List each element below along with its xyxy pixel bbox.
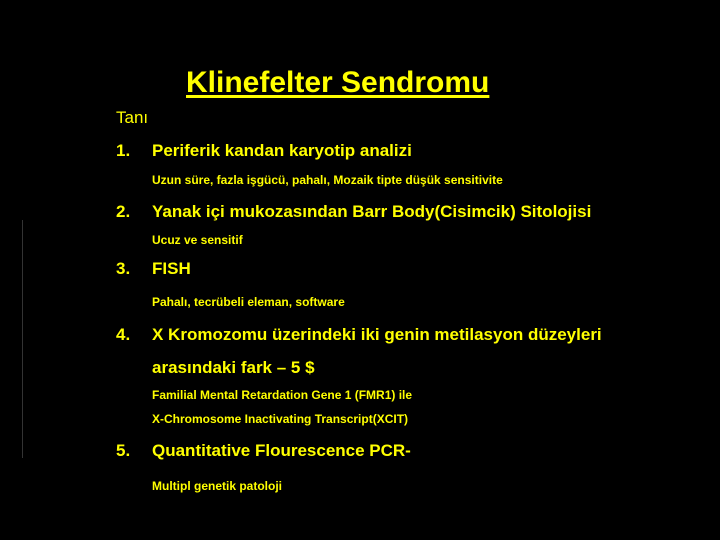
item-subtext: Multipl genetik patoloji	[152, 479, 282, 493]
item-subtext: X-Chromosome Inactivating Transcript(XCIT)	[152, 412, 409, 426]
item-number: 4.	[116, 325, 131, 344]
item-subtext: Uzun süre, fazla işgücü, pahalı, Mozaik tipte düşük sensitivite	[152, 173, 503, 187]
section-label: Tanı	[116, 108, 149, 127]
slide-title: Klinefelter Sendromu	[186, 66, 490, 99]
item-subtext: Ucuz ve sensitif	[152, 233, 243, 247]
item-number: 1.	[116, 141, 131, 160]
item-number: 2.	[116, 202, 131, 221]
decorative-divider	[22, 220, 23, 458]
item-text: Quantitative Flourescence PCR-	[152, 441, 411, 460]
item-subtext: Familial Mental Retardation Gene 1 (FMR1) ile	[152, 388, 413, 402]
item-number: 3.	[116, 259, 131, 278]
item-text: FISH	[152, 259, 191, 278]
item-text: X Kromozomu üzerindeki iki genin metilasyon düzeyleri	[152, 325, 602, 344]
item-text-continued: arasındaki fark – 5 $	[152, 358, 315, 377]
item-text: Yanak içi mukozasından Barr Body(Cisimcik) Sitolojisi	[152, 202, 592, 221]
item-subtext: Pahalı, tecrübeli eleman, software	[152, 295, 345, 309]
item-number: 5.	[116, 441, 131, 460]
item-text: Periferik kandan karyotip analizi	[152, 141, 412, 160]
